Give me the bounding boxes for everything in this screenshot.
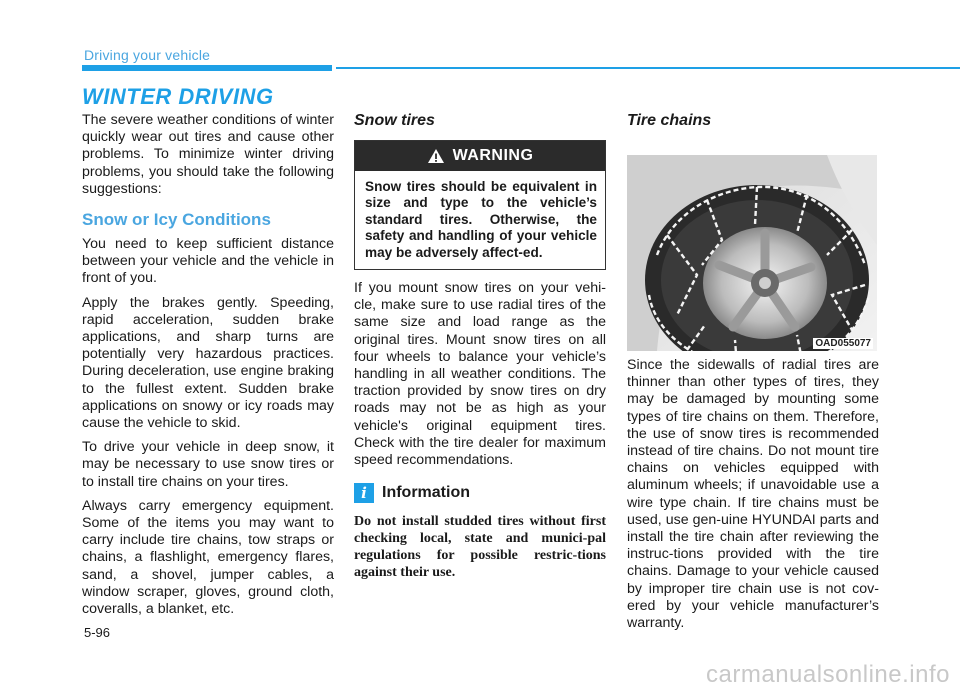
tire-chain-illustration	[627, 155, 877, 351]
watermark: carmanualsonline.info	[706, 661, 950, 688]
column-left	[82, 112, 334, 625]
warning-box	[354, 140, 606, 270]
section-label: Driving your vehicle	[84, 47, 211, 63]
paragraph-distance: You need to keep sufficient distance between your vehicle and the vehicle in front of you.	[82, 236, 334, 287]
header-rule-thick	[82, 65, 332, 71]
tire-chains-heading: Tire chains	[627, 112, 712, 129]
figure-caption: OAD055077	[815, 338, 871, 349]
information-title: Information	[382, 484, 470, 502]
information-header	[354, 483, 606, 503]
column-middle	[354, 112, 606, 581]
snow-tires-body: If you mount snow tires on your vehi-cle, make sure to use radial tires of the same size and load range as the original tires. Mount snow tires on all four wheels to balance your vehicle’s handling in all weather conditions. The traction provided by snow tires on dry roads may not be as high as your vehicle's original equipment tires. Check with the tire dealer for maximum speed recommendations.	[354, 280, 606, 469]
warning-triangle-icon	[427, 148, 445, 164]
paragraph-brakes: Apply the brakes gently. Speeding, rapid acceleration, sudden brake applications, and sharp turns are potentially very hazardous practices. During deceleration, use engine braking to the fullest extent. Sudden brake applications on snowy or icy roads may cause the vehicle to skid.	[82, 294, 334, 432]
snow-tires-heading: Snow tires	[354, 112, 435, 129]
snow-icy-heading: Snow or Icy Conditions	[82, 210, 271, 230]
paragraph-emergency: Always carry emergency equipment. Some of the items you may want to carry include tire chains, tow straps or chains, a flashlight, emergency flares, sand, a shovel, jumper cables, a window scraper, gloves, ground cloth, coveralls, a blanket, etc.	[82, 497, 334, 618]
intro-paragraph: The severe weather conditions of winter quickly wear out tires and cause other problems. To minimize winter driving problems, you should take the following suggestions:	[82, 112, 334, 197]
column-right	[627, 112, 879, 639]
information-icon: i	[354, 483, 374, 503]
paragraph-deep-snow: To drive your vehicle in deep snow, it may be necessary to use snow tires or to install tire chains on your tires.	[82, 439, 334, 490]
warning-text: Snow tires should be equivalent in size and type to the vehicle’s standard tires. Otherwise, the safety and handling of your vehicle may be adversely affect-ed.	[365, 179, 597, 260]
information-text: Do not install studded tires without first checking local, state and munici-pal regulations for possible restric-tions against their use.	[354, 514, 606, 581]
tire-chain-figure	[627, 155, 877, 351]
tire-chains-body: Since the sidewalls of radial tires are thinner than other types of tires, they may be damaged by mounting some types of tire chains on them. Therefore, the use of snow tires is recommended instead of tire chains. Do not mount tire chains on vehicles equipped with aluminum wheels; if unavoidable use a wire type chain. If tire chains must be used, use gen-uine HYUNDAI parts and install the tire chain after reviewing the instruc-tions provided with the tire chains. Damage to your vehicle caused by improper tire chain use is not cov-ered by your vehicle manufacturer’s warranty.	[627, 357, 879, 632]
header-rule-thin	[336, 67, 960, 69]
page-title: WINTER DRIVING	[82, 84, 274, 109]
warning-header	[355, 141, 605, 171]
warning-label: WARNING	[452, 147, 534, 164]
page-number: 5-96	[84, 625, 111, 640]
